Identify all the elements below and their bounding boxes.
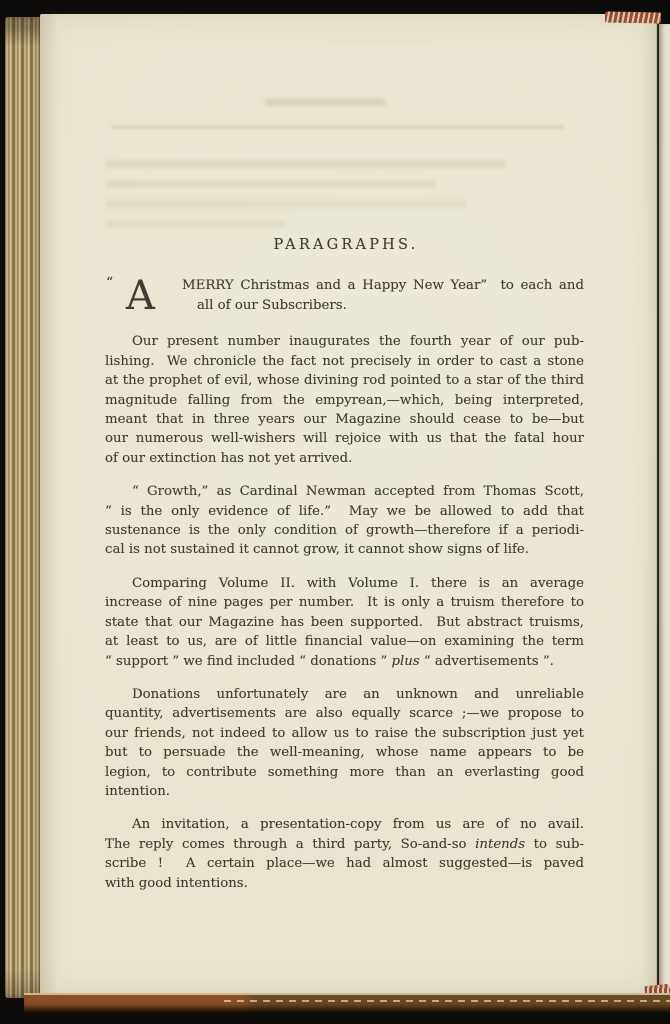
show-through-rule — [112, 126, 564, 128]
opening-quote-mark: “ — [106, 275, 114, 292]
show-through-smudge — [265, 98, 385, 106]
show-through-smudge — [106, 160, 506, 168]
cover-edge-bottom — [24, 993, 670, 1012]
paragraph-growth: “ Growth,” as Cardinal Newman accepted from Thomas Scott, “ is the only evidence of life.” May we be allowed to add that sustenance is the only condition of growth—therefore if a periodi- cal is not sustained it cannot grow, it cannot show signs of life. — [105, 484, 584, 558]
lead-paragraph — [105, 273, 584, 320]
paragraph-an-invitation: An invitation, a presentation-copy from us are of no avail. The reply comes through a third party, So-and-so intends to sub- scribe ! A certain place—we had almost suggested—is paved with good intentions. — [105, 817, 585, 891]
paragraph-comparing-volumes: Comparing Volume II. with Volume I. there is an average increase of nine pages per number. It is only a truism therefore to state that our Magazine has been supported. But abstract truisms, at least to us, are of little financial value—on examining the term “ support ” we find included “ donations ” plus “ advertisements ”. — [105, 575, 584, 669]
paragraph-donations: Donations unfortunately are an unknown and unreliable quantity, advertisements are also equally scarce ;—we propose to our friends, not indeed to allow us to raise the subscription just yet but to persuade the well-meaning, whose name appears to be legion, to contribute something more than an everlasting good intention. — [105, 686, 584, 799]
drop-cap: A — [126, 273, 155, 320]
show-through-smudge — [106, 180, 436, 188]
show-through-smudge — [106, 220, 286, 228]
paragraph-our-present-number: Our present number inaugurates the fourth year of our pub- lishing. We chronicle the fact not precisely in order to cast a stone at the prophet of evil, whose divining rod pointed to a star of the third magnitude falling from the empyrean,—which, being interpreted, meant that in three years our Magazine should cease to be—but our numerous well-wishers will rejoice with us that the fatal hour of our extinction has not yet arrived. — [105, 334, 584, 466]
book-page — [40, 14, 657, 994]
headband-top — [605, 11, 661, 23]
show-through-smudge — [106, 200, 466, 208]
lead-lines: MERRY Christmas and a Happy New Year” to each and all of our Subscribers. — [182, 278, 584, 313]
adjacent-page-edge — [659, 24, 670, 988]
page-content — [105, 236, 584, 907]
book-page-edges — [5, 17, 42, 998]
page-heading: PARAGRAPHS. — [273, 237, 419, 253]
